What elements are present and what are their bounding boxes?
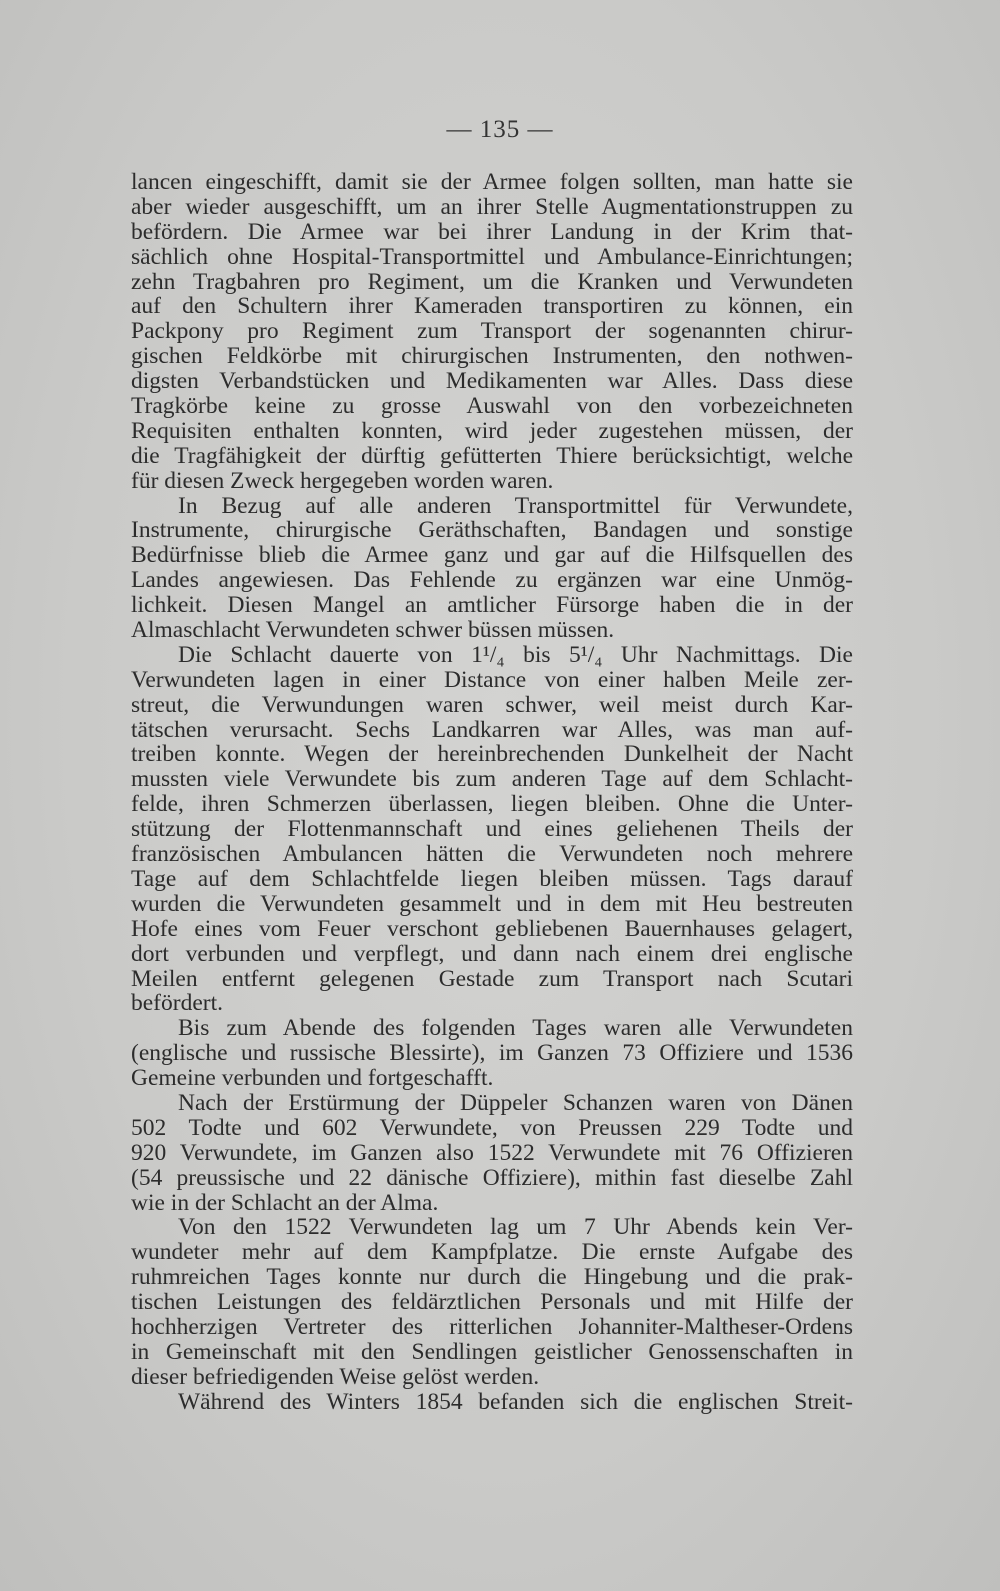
text-line: wie in der Schlacht an der Alma. <box>131 1189 439 1216</box>
text-line: lancen eingeschifft, damit sie der Armee folgen sollten, man hatte sie <box>131 169 853 195</box>
text-line: Requisiten enthalten konnten, wird jeder zugestehen müssen, der <box>131 417 853 444</box>
text-line: in Gemeinschaft mit den Sendlingen geistlicher Genossenschaften in <box>131 1338 853 1365</box>
text-line: streut, die Verwundungen waren schwer, weil meist durch Kar- <box>131 691 853 718</box>
text-line: tätschen verursacht. Sechs Landkarren war Alles, was man auf- <box>131 716 853 743</box>
text-line: Tragkörbe keine zu grosse Auswahl von den vorbezeichneten <box>131 393 853 420</box>
text-line: wurden die Verwundeten gesammelt und in dem mit Heu bestreuten <box>131 890 853 917</box>
text-line: Almaschlacht Verwundeten schwer büssen müssen. <box>131 617 615 644</box>
text-line: lichkeit. Diesen Mangel an amtlicher Fürsorge haben die in der <box>131 592 853 619</box>
text-line: digsten Verbandstücken und Medikamenten war Alles. Dass diese <box>131 368 853 395</box>
text-line: dort verbunden und verpflegt, und dann nach einem drei englische <box>131 940 853 967</box>
text-line: Von den 1522 Verwundeten lag um 7 Uhr Abends kein Ver- <box>178 1214 853 1241</box>
text-line: treiben konnte. Wegen der hereinbrechenden Dunkelheit der Nacht <box>131 741 853 768</box>
text-line: 920 Verwundete, im Ganzen also 1522 Verwundete mit 76 Offizieren <box>131 1139 853 1166</box>
text-line: französischen Ambulancen hätten die Verwundeten noch mehrere <box>131 841 853 868</box>
text-line: für diesen Zweck hergegeben worden waren. <box>131 467 554 494</box>
text-line: Meilen entfernt gelegenen Gestade zum Transport nach Scutari <box>131 965 853 992</box>
page-number: — 135 — <box>446 116 554 143</box>
text-line: dieser befriedigenden Weise gelöst werden. <box>131 1363 540 1390</box>
text-line: felde, ihren Schmerzen überlassen, liegen bleiben. Ohne die Unter- <box>131 791 853 818</box>
text-line: Tage auf dem Schlachtfelde liegen bleiben müssen. Tags darauf <box>131 865 853 892</box>
text-line: Landes angewiesen. Das Fehlende zu ergänzen war eine Unmög- <box>131 567 853 594</box>
text-line: stützung der Flottenmannschaft und eines geliehenen Theils der <box>131 816 853 843</box>
text-line: (englische und russische Blessirte), im Ganzen 73 Offiziere und 1536 <box>131 1040 853 1067</box>
text-line: ruhmreichen Tages konnte nur durch die Hingebung und die prak- <box>131 1264 853 1291</box>
text-line: Bis zum Abende des folgenden Tages waren alle Verwundeten <box>178 1015 853 1042</box>
text-line: auf den Schultern ihrer Kameraden transportiren zu können, ein <box>131 293 853 320</box>
text-line: Während des Winters 1854 befanden sich die englischen Streit- <box>178 1388 853 1415</box>
text-line: In Bezug auf alle anderen Transportmittel für Verwundete, <box>178 492 853 519</box>
text-line: Packpony pro Regiment zum Transport der sogenannten chirur- <box>131 318 853 345</box>
text-line: Die Schlacht dauerte von 1¹/₄ bis 5¹/₄ Uhr Nachmittags. Die <box>178 641 853 668</box>
text-line: befördern. Die Armee war bei ihrer Landung in der Krim that- <box>131 218 853 245</box>
text-line: die Tragfähigkeit der dürftig gefütterten Thiere berücksichtigt, welche <box>131 442 853 469</box>
text-line: mussten viele Verwundete bis zum anderen Tage auf dem Schlacht- <box>131 766 853 793</box>
text-line: tischen Leistungen des feldärztlichen Personals und mit Hilfe der <box>131 1289 853 1316</box>
text-line: 502 Todte und 602 Verwundete, von Preussen 229 Todte und <box>131 1114 853 1141</box>
text-line: wundeter mehr auf dem Kampfplatze. Die ernste Aufgabe des <box>131 1239 853 1266</box>
text-line: zehn Tragbahren pro Regiment, um die Kranken und Verwundeten <box>131 268 853 295</box>
text-line: Gemeine verbunden und fortgeschafft. <box>131 1065 494 1092</box>
text-line: Bedürfnisse blieb die Armee ganz und gar auf die Hilfsquellen des <box>131 542 853 569</box>
text-line: sächlich ohne Hospital-Transportmittel und Ambulance-Einrichtungen; <box>131 243 853 270</box>
text-line: Verwundeten lagen in einer Distance von einer halben Meile zer- <box>131 666 853 693</box>
text-line: Hofe eines vom Feuer verschont gebliebenen Bauernhauses gelagert, <box>131 915 853 942</box>
text-line: (54 preussische und 22 dänische Offiziere), mithin fast dieselbe Zahl <box>131 1164 853 1191</box>
text-line: befördert. <box>131 990 223 1017</box>
text-line: Instrumente, chirurgische Geräthschaften, Bandagen und sonstige <box>131 517 853 544</box>
text-line: gischen Feldkörbe mit chirurgischen Instrumenten, den nothwen- <box>131 343 853 370</box>
text-line: Nach der Erstürmung der Düppeler Schanzen waren von Dänen <box>178 1089 853 1116</box>
text-line: hochherzigen Vertreter des ritterlichen Johanniter-Maltheser-Ordens <box>131 1313 853 1340</box>
body-text <box>131 170 853 1415</box>
text-line: aber wieder ausgeschifft, um an ihrer Stelle Augmentationstruppen zu <box>131 193 853 220</box>
